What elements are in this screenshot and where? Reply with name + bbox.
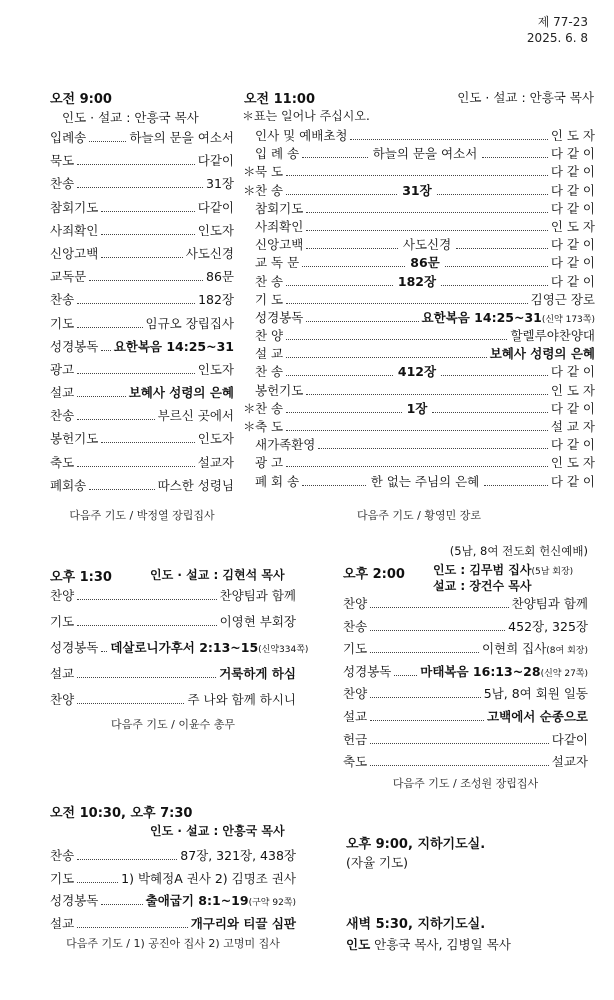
order-item (243, 199, 595, 217)
order-label: 찬양 (343, 596, 368, 611)
leader-dots (306, 212, 548, 213)
leader-dots (432, 412, 547, 413)
s1400-next-prayer: 다음주 기도 / 조성원 장립집사 (392, 777, 539, 790)
order-value: 설교자 (551, 754, 588, 770)
leader-dots (286, 375, 393, 376)
order-value: 따스한 성령님 (157, 477, 234, 493)
order-label: 축도 (343, 754, 368, 770)
order-label: 찬송 (50, 848, 75, 863)
leader-dots (370, 765, 549, 766)
order-item (50, 337, 234, 360)
order-value-note: (8여 회장) (546, 646, 588, 657)
standing-mark: ＊ (243, 419, 256, 434)
order-label: 찬 송 (255, 364, 284, 380)
order-value: 보혜사 성령의 은혜 (489, 346, 595, 362)
order-label: 성경봉독 (50, 338, 99, 354)
leader-dots (370, 720, 484, 721)
order-item (243, 272, 595, 290)
order-value: 찬양팀과 함께 (219, 588, 296, 603)
order-label: 성경봉독 (50, 640, 99, 655)
order-value: 출애굽기 8:1~19 (145, 893, 249, 909)
leader-dots (77, 859, 177, 860)
order-value: 다 같 이 (550, 273, 596, 289)
order-value-note: (신약334쪽) (258, 645, 309, 655)
order-item (243, 162, 595, 180)
standing-mark: ＊ (243, 182, 256, 198)
dawn-title: 새벽 5:30, 지하기도실. (346, 917, 486, 932)
order-value: 설 교 자 (550, 419, 595, 434)
order-label: 기 도 (255, 291, 284, 307)
order-value: 인도자 (197, 431, 234, 447)
order-value: 452장, 325장 (508, 618, 588, 634)
order-value: 다같이 (197, 153, 234, 169)
s1100-standing-note: ＊표는 일어나 주십시오. (242, 109, 370, 123)
s1330-order-list (50, 586, 309, 716)
leader-dots (441, 375, 548, 376)
s1400-leader-name: 인도 : 김무범 집사 (433, 563, 532, 577)
leader-dots (286, 339, 507, 340)
order-label: 새가족환영 (255, 437, 316, 453)
leader-dots (89, 141, 126, 142)
order-item (343, 617, 588, 640)
s1400-title: 오후 2:00 (343, 567, 405, 582)
order-label: 광 고 (255, 455, 284, 471)
order-value: 다 같 이 (550, 437, 595, 453)
order-label: 찬양 (50, 692, 75, 707)
order-value: 사도신경 (185, 245, 234, 261)
leader-dots (437, 194, 548, 195)
order-label: 기도 (50, 614, 75, 629)
order-label: 광고 (50, 361, 75, 377)
order-label: 봉헌기도 (50, 431, 99, 447)
order-label: 폐회송 (50, 477, 87, 493)
order-label: 참회기도 (255, 200, 304, 216)
order-item (243, 326, 595, 344)
order-value: 다 같 이 (550, 255, 596, 271)
s1030-next-prayer: 다음주 기도 / 1) 공진아 집사 2) 고명미 집사 (66, 937, 280, 950)
order-label: 설교 (50, 915, 75, 931)
order-value: 이영현 부회장 (219, 614, 296, 629)
leader-dots (286, 357, 487, 358)
order-value: 182장 (198, 292, 234, 308)
order-value-note: (신약 173쪽) (541, 314, 595, 325)
leader-dots (77, 327, 142, 328)
order-value: 다 같 이 (550, 146, 595, 162)
s2100-title: 오후 9:00, 지하기도실. (346, 837, 486, 852)
order-value: 인도자 (197, 361, 234, 377)
order-label: 사죄확인 (255, 218, 304, 234)
order-item (243, 344, 595, 362)
order-value: 이현희 집사 (481, 641, 547, 657)
leader-dots (89, 280, 203, 281)
order-item (243, 253, 595, 271)
order-item (50, 290, 234, 313)
leader-dots (370, 743, 549, 744)
leader-dots (77, 677, 216, 678)
leader-dots (77, 625, 216, 626)
order-value: 인 도 자 (550, 455, 595, 471)
order-value: 다같이 (197, 199, 234, 215)
s2100-note: (자율 기도) (346, 855, 409, 870)
s1030-title: 오전 10:30, 오후 7:30 (50, 806, 193, 821)
order-item (50, 612, 296, 638)
leader-dots (101, 257, 182, 258)
s1100-next-prayer: 다음주 기도 / 황영민 장로 (357, 509, 481, 522)
order-item (50, 891, 296, 914)
order-item (50, 690, 296, 716)
order-label: 설교 (50, 385, 75, 401)
leader-dots (286, 466, 548, 467)
order-value: 다 같 이 (550, 164, 595, 180)
leader-dots (318, 448, 547, 449)
order-value: 인 도 자 (550, 218, 595, 234)
leader-dots (286, 175, 548, 176)
leader-dots (482, 157, 548, 158)
order-item (243, 290, 595, 308)
order-value: 다 같 이 (550, 364, 596, 380)
order-item (50, 586, 296, 612)
order-value-note: (구약 92쪽) (248, 898, 296, 909)
leader-dots (101, 211, 194, 212)
order-item (243, 144, 595, 162)
bulletin-header-info (527, 14, 588, 46)
order-label: 설 교 (255, 346, 284, 362)
order-label: 기도 (50, 315, 75, 331)
order-label: 설교 (50, 666, 75, 681)
order-value: 거룩하게 하심 (219, 666, 296, 681)
order-item (50, 383, 234, 406)
order-label: 찬 송 (255, 182, 284, 198)
standing-mark: ＊ (243, 164, 256, 180)
s0900-leader: 인도 · 설교 : 안흥국 목사 (62, 110, 199, 125)
leader-dots (302, 485, 366, 486)
leader-dots (306, 230, 548, 231)
issue-number: 제 77-23 (537, 15, 588, 29)
order-label: 묵 도 (255, 164, 284, 180)
leader-dots (77, 703, 184, 704)
order-value: 다 같 이 (550, 400, 595, 416)
order-value: 다 같 이 (550, 473, 595, 489)
s1100-leader: 인도 · 설교 : 안흥국 목사 (457, 90, 594, 105)
order-item (343, 594, 588, 617)
order-item (343, 707, 588, 730)
order-value: 86문 (206, 269, 234, 285)
order-label: 폐 회 송 (255, 473, 300, 489)
order-value: 김영근 장로 (530, 291, 595, 307)
order-item (243, 417, 595, 435)
leader-dots (484, 485, 548, 486)
leader-dots (302, 266, 405, 267)
order-item (243, 453, 595, 471)
order-label: 성경봉독 (343, 663, 392, 679)
order-item (343, 730, 588, 753)
s1100-order-list (243, 126, 595, 490)
leader-dots (370, 697, 481, 698)
order-value: 찬양팀과 함께 (511, 596, 588, 611)
s1100-title: 오전 11:00 (244, 92, 316, 107)
order-value: 다 같 이 (550, 182, 596, 198)
leader-dots (306, 248, 398, 249)
order-label: 축 도 (255, 419, 284, 434)
order-item (243, 399, 595, 417)
order-item (50, 429, 234, 452)
s1400-subtitle: (5남, 8여 전도회 헌신예배) (449, 544, 588, 558)
leader-dots (77, 466, 195, 467)
order-label: 신앙고백 (50, 245, 99, 261)
order-value: 요한복음 14:25~31 (421, 309, 542, 325)
order-item (243, 126, 595, 144)
dawn-leaders (346, 935, 511, 953)
order-label: 찬 양 (255, 328, 284, 344)
order-label: 입례송 (50, 130, 87, 145)
order-item (243, 381, 595, 399)
order-middle: 1장 (406, 400, 428, 416)
s1400-preacher: 설교 : 장건수 목사 (433, 579, 532, 593)
order-middle: 사도신경 (402, 237, 452, 253)
order-item (50, 638, 309, 664)
order-value: 요한복음 14:25~31 (113, 338, 234, 354)
order-label: 성경봉독 (255, 309, 304, 325)
leader-dots (89, 489, 154, 490)
s0900-next-prayer: 다음주 기도 / 박정열 장립집사 (69, 509, 215, 522)
order-label: 기도 (343, 641, 368, 657)
leader-dots (456, 248, 548, 249)
order-item (343, 684, 588, 707)
order-middle: 412장 (397, 364, 437, 380)
order-item (243, 435, 595, 453)
leader-dots (101, 904, 142, 905)
order-label: 교 독 문 (255, 255, 300, 271)
order-item (50, 128, 234, 151)
order-value: 1) 박혜정A 권사 2) 김명조 권사 (121, 870, 296, 886)
order-label: 성경봉독 (50, 893, 99, 909)
order-item (243, 235, 595, 253)
leader-dots (77, 373, 195, 374)
leader-dots (441, 285, 548, 286)
leader-dots (101, 651, 107, 652)
leader-dots (77, 187, 203, 188)
leader-dots (77, 303, 195, 304)
order-item (343, 639, 588, 662)
leader-dots (77, 599, 216, 600)
order-value: 5남, 8여 회원 일동 (483, 686, 588, 702)
s0900-title: 오전 9:00 (50, 92, 112, 107)
order-label: 설교 (343, 708, 368, 724)
s0900-order-list (50, 128, 234, 499)
order-value: 주 나와 함께 하시니 (187, 692, 296, 707)
order-item (343, 752, 588, 775)
order-middle: 한 없는 주님의 은혜 (370, 473, 480, 489)
order-label: 봉헌기도 (255, 382, 304, 398)
order-value: 설교자 (197, 454, 234, 470)
order-value: 하늘의 문을 여소서 (129, 130, 234, 145)
order-item (50, 664, 296, 690)
order-label: 교독문 (50, 269, 87, 285)
s1030-order-list (50, 846, 296, 936)
order-value: 인도자 (197, 222, 234, 238)
dawn-leader-names: 안흥국 목사, 김병일 목사 (374, 937, 511, 952)
order-value: 데살로니가후서 2:13~15 (110, 640, 259, 655)
leader-dots (286, 303, 528, 304)
leader-dots (350, 139, 547, 140)
order-item (50, 846, 296, 869)
order-label: 찬양 (343, 686, 368, 702)
leader-dots (370, 607, 508, 608)
order-item (50, 174, 234, 197)
leader-dots (77, 164, 195, 165)
order-item (50, 314, 234, 337)
dawn-leader-label: 인도 (346, 937, 371, 952)
order-item (50, 267, 234, 290)
leader-dots (286, 194, 397, 195)
leader-dots (306, 321, 418, 322)
order-value: 개구리와 티끌 심판 (190, 915, 296, 931)
s1400-order-list (343, 594, 588, 775)
leader-dots (77, 927, 188, 928)
order-value: 다 같 이 (550, 200, 595, 216)
order-label: 사죄확인 (50, 222, 99, 238)
leader-dots (77, 882, 118, 883)
order-value: 인 도 자 (550, 382, 595, 398)
leader-dots (370, 652, 479, 653)
order-value: 다같이 (551, 731, 588, 747)
order-value: 부르신 곳에서 (157, 408, 234, 424)
leader-dots (286, 412, 401, 413)
order-item (243, 362, 595, 380)
order-value: 인 도 자 (550, 128, 595, 143)
order-label: 찬송 (50, 292, 75, 308)
order-middle: 86문 (410, 255, 440, 271)
order-value-note: (신약 27쪽) (540, 668, 588, 679)
order-label: 찬송 (50, 176, 75, 192)
s1330-next-prayer: 다음주 기도 / 이윤수 총무 (111, 718, 235, 731)
order-value: 고백에서 순종으로 (487, 708, 588, 724)
order-item (243, 217, 595, 235)
order-label: 기도 (50, 870, 75, 886)
bulletin-date: 2025. 6. 8 (526, 31, 588, 45)
s1330-title: 오후 1:30 (50, 570, 112, 585)
order-label: 찬양 (50, 588, 75, 603)
order-value: 할렐루야찬양대 (510, 328, 595, 344)
order-item (50, 869, 296, 892)
order-item (50, 360, 234, 383)
leader-dots (370, 630, 505, 631)
order-middle: 182장 (397, 273, 437, 289)
s1030-leader: 인도 · 설교 : 안흥국 목사 (150, 824, 285, 838)
order-item (50, 453, 234, 476)
leader-dots (445, 266, 548, 267)
order-value: 다 같 이 (550, 237, 595, 253)
order-item (243, 308, 595, 326)
order-item (50, 406, 234, 429)
s1400-leader-note: (5남 회장) (531, 567, 574, 577)
leader-dots (77, 396, 126, 397)
leader-dots (286, 430, 548, 431)
order-label: 인사 및 예배초청 (255, 128, 348, 143)
order-value: 마태복음 16:13~28 (420, 663, 541, 679)
order-item (243, 181, 595, 199)
order-label: 찬 송 (255, 400, 284, 416)
order-item (50, 151, 234, 174)
leader-dots (101, 234, 194, 235)
s1400-leader-line (433, 561, 573, 578)
order-value: 보혜사 성령의 은혜 (128, 385, 234, 401)
order-label: 찬 송 (255, 273, 284, 289)
order-item (243, 472, 595, 490)
order-label: 축도 (50, 454, 75, 470)
s1330-leader: 인도 · 설교 : 김현석 목사 (150, 568, 285, 582)
order-item (50, 244, 234, 267)
order-middle: 31장 (402, 182, 432, 198)
order-item (50, 914, 296, 937)
order-label: 입 례 송 (255, 146, 300, 162)
order-item (50, 198, 234, 221)
order-item (343, 662, 588, 685)
order-label: 찬송 (50, 408, 75, 424)
order-item (50, 476, 234, 499)
order-value: 31장 (206, 176, 234, 192)
leader-dots (286, 285, 393, 286)
leader-dots (101, 442, 194, 443)
order-label: 헌금 (343, 731, 368, 747)
leader-dots (77, 419, 154, 420)
order-value: 임규오 장립집사 (145, 315, 234, 331)
standing-mark: ＊ (243, 400, 256, 416)
leader-dots (302, 157, 368, 158)
order-label: 찬송 (343, 618, 368, 634)
leader-dots (306, 394, 548, 395)
order-value: 87장, 321장, 438장 (180, 848, 296, 863)
order-label: 묵도 (50, 153, 75, 169)
leader-dots (394, 675, 417, 676)
order-label: 참회기도 (50, 199, 99, 215)
order-item (50, 221, 234, 244)
leader-dots (101, 350, 110, 351)
order-label: 신앙고백 (255, 237, 304, 253)
order-middle: 하늘의 문을 여소서 (372, 146, 478, 162)
